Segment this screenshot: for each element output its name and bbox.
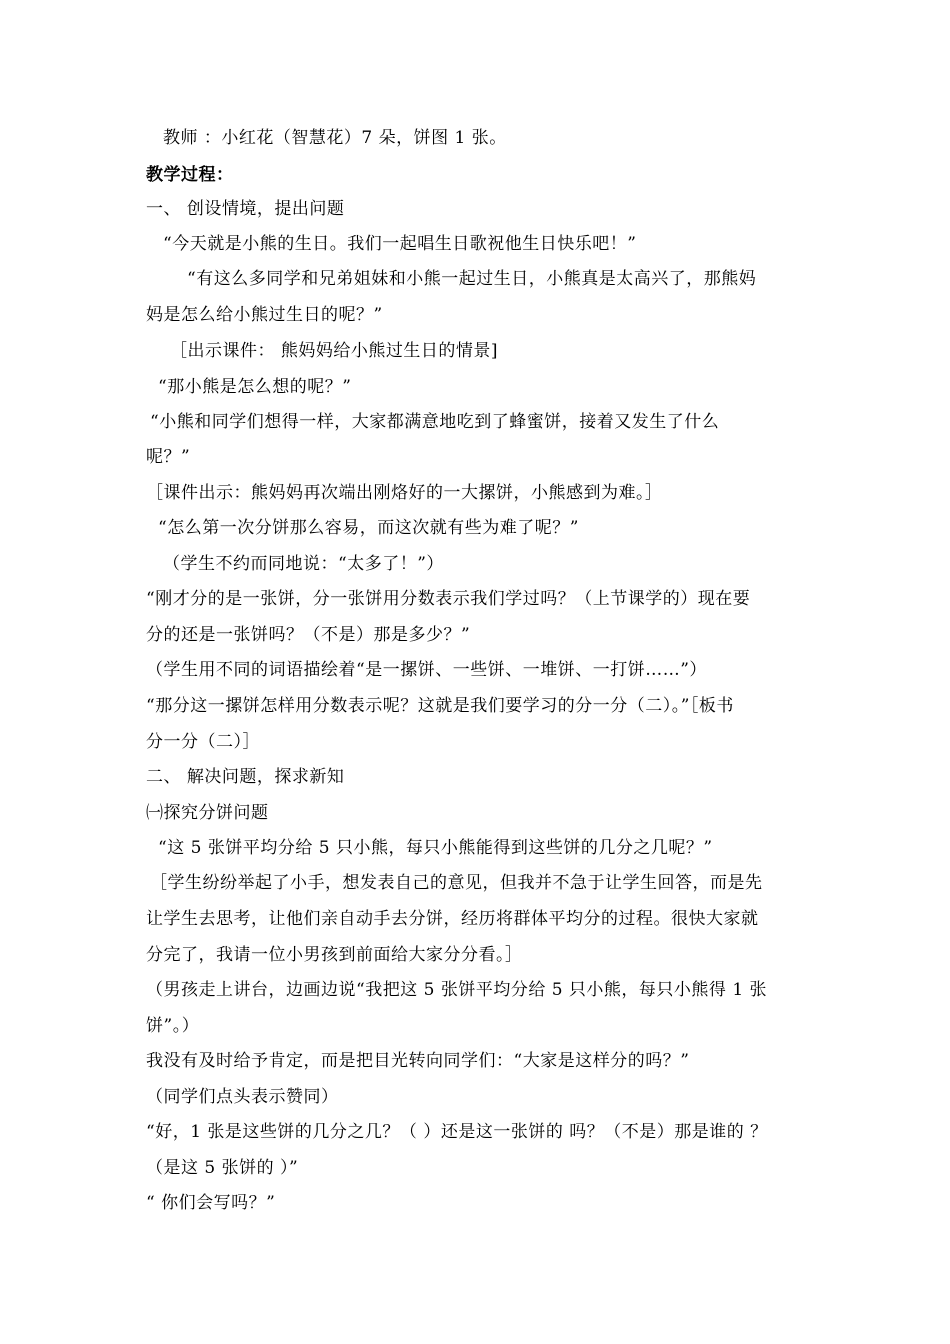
paragraph-line: 分的还是一张饼吗？（不是）那是多少？”: [146, 625, 471, 645]
section-heading-teaching-process: 教学过程：: [146, 165, 234, 185]
paragraph-line: “今天就是小熊的生日。我们一起唱生日歌祝他生日快乐吧！”: [163, 234, 637, 254]
paragraph-line: “有这么多同学和兄弟姐妹和小熊一起过生日，小熊真是太高兴了，那熊妈: [187, 269, 757, 289]
paragraph-line: 分一分（二）］: [146, 732, 260, 752]
paragraph-line: “这 5 张饼平均分给 5 只小熊，每只小熊能得到这些饼的几分之几呢？”: [158, 838, 713, 858]
paragraph-line: ［出示课件： 熊妈妈给小熊过生日的情景]: [170, 341, 499, 361]
paragraph-line: 饼”。）: [146, 1016, 200, 1036]
paragraph-line: “小熊和同学们想得一样，大家都满意地吃到了蜂蜜饼，接着又发生了什么: [150, 412, 720, 432]
paragraph-line: 呢？”: [146, 447, 191, 467]
paragraph-line: ［课件出示：熊妈妈再次端出刚烙好的一大摞饼，小熊感到为难。］: [146, 483, 663, 503]
paragraph-line: “那分这一摞饼怎样用分数表示呢？这就是我们要学习的分一分（二）。”［板书: [146, 696, 734, 716]
paragraph-line: 我没有及时给予肯定，而是把目光转向同学们：“大家是这样分的吗？”: [146, 1051, 690, 1071]
paragraph-line: （学生不约而同地说：“太多了！”）: [163, 554, 444, 574]
teacher-materials-line: 教师 ：小红花（智慧花）7 朵，饼图 1 张。: [163, 128, 507, 148]
paragraph-line: （男孩走上讲台，边画边说“我把这 5 张饼平均分给 5 只小熊，每只小熊得 1 张: [146, 980, 768, 1000]
paragraph-line: （学生用不同的词语描绘着“是一摞饼、一些饼、一堆饼、一打饼……”）: [146, 660, 707, 680]
paragraph-line: “ 你们会写吗？”: [146, 1193, 276, 1213]
paragraph-line: （是这 5 张饼的 ）”: [146, 1158, 299, 1178]
paragraph-line: “那小熊是怎么想的呢？”: [158, 377, 352, 397]
subsection-heading: ㈠探究分饼问题: [146, 803, 269, 823]
section-heading-1: 一、 创设情境，提出问题: [146, 199, 345, 219]
paragraph-line: “好，1 张是这些饼的几分之几？（ ）还是这一张饼的 吗？（不是）那是谁的 ？: [146, 1122, 768, 1142]
paragraph-line: “怎么第一次分饼那么容易，而这次就有些为难了呢？”: [158, 518, 579, 538]
paragraph-line: ［学生纷纷举起了小手，想发表自己的意见，但我并不急于让学生回答，而是先: [150, 873, 763, 893]
paragraph-line: “刚才分的是一张饼，分一张饼用分数表示我们学过吗？（上节课学的）现在要: [146, 589, 751, 609]
paragraph-line: 妈是怎么给小熊过生日的呢？”: [146, 305, 383, 325]
section-heading-2: 二、 解决问题，探求新知: [146, 767, 345, 787]
paragraph-line: （同学们点头表示赞同）: [146, 1087, 339, 1107]
paragraph-line: 分完了，我请一位小男孩到前面给大家分分看。］: [146, 945, 523, 965]
paragraph-line: 让学生去思考，让他们亲自动手去分饼，经历将群体平均分的过程。很快大家就: [146, 909, 759, 929]
